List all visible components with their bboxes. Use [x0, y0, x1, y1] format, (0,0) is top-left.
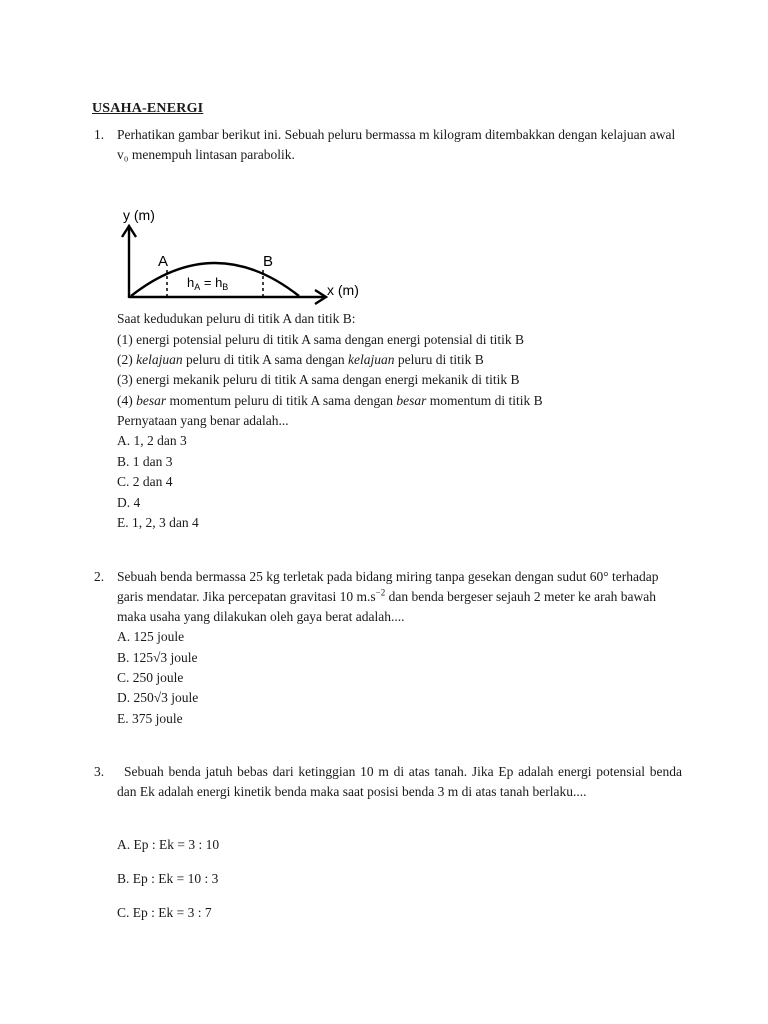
q3-option-b: B. Ep : Ek = 10 : 3 — [117, 871, 219, 886]
point-a-label: A — [158, 253, 169, 270]
statement-3: (3) energi mekanik peluru di titik A sama dengan energi mekanik di titik B — [117, 372, 520, 387]
q2-option-a: A. 125 joule — [117, 629, 185, 644]
q2-option-d: D. 250√3 joule — [117, 690, 199, 705]
q1-option-b: B. 1 dan 3 — [117, 454, 173, 469]
statement-4: (4) besar momentum peluru di titik A sama dengan besar momentum di titik B — [117, 393, 543, 408]
q1-option-e: E. 1, 2, 3 dan 4 — [117, 515, 199, 530]
q3-option-c: C. Ep : Ek = 3 : 7 — [117, 905, 212, 920]
question-2-number: 2. — [94, 569, 105, 584]
question-1-text: Perhatikan gambar berikut ini. Sebuah peluru bermassa m kilogram ditembakkan dengan kelajuan awal v₀ menempuh lintasan parabolik. — [117, 127, 676, 162]
x-axis-label: x (m) — [327, 282, 359, 298]
question-1-prompt: Pernyataan yang benar adalah... — [117, 413, 289, 428]
projectile-figure — [115, 200, 375, 310]
height-equality-label: $h_A = h_B$ — [187, 275, 229, 292]
question-1-number: 1. — [94, 127, 105, 142]
q2-option-e: E. 375 joule — [117, 711, 183, 726]
q3-option-a: A. Ep : Ek = 3 : 10 — [117, 837, 220, 852]
point-b-label: B — [263, 253, 274, 270]
q2-option-b: B. 125√3 joule — [117, 650, 198, 665]
question-3-text: Sebuah benda jatuh bebas dari ketinggian 10 m di atas tanah. Jika Ep adalah energi potensial benda dan Ek adalah energi kinetik benda maka saat posisi benda 3 m di atas tanah berlaku.... — [117, 764, 682, 799]
question-2-text: Sebuah benda bermassa 25 kg terletak pada bidang miring tanpa gesekan dengan sudut 60° terhadap garis mendatar. Jika percepatan gravitasi 10 $m.s^{-2}$ dan benda bergeser sejauh 2 meter ke arah bawah maka usaha yang dilakukan oleh gaya berat adalah.... — [117, 569, 659, 624]
q1-option-c: C. 2 dan 4 — [117, 474, 173, 489]
question-3-number: 3. — [94, 764, 105, 779]
question-1-intro: Saat kedudukan peluru di titik A dan titik B: — [117, 311, 356, 326]
q1-option-d: D. 4 — [117, 495, 141, 510]
statement-2: (2) kelajuan peluru di titik A sama dengan kelajuan peluru di titik B — [117, 352, 484, 367]
y-axis-label: y (m) — [123, 207, 155, 223]
q2-option-c: C. 250 joule — [117, 670, 184, 685]
statement-1: (1) energi potensial peluru di titik A sama dengan energi potensial di titik B — [117, 332, 525, 347]
page-title: USAHA-ENERGI — [92, 101, 204, 116]
q1-option-a: A. 1, 2 dan 3 — [117, 433, 187, 448]
